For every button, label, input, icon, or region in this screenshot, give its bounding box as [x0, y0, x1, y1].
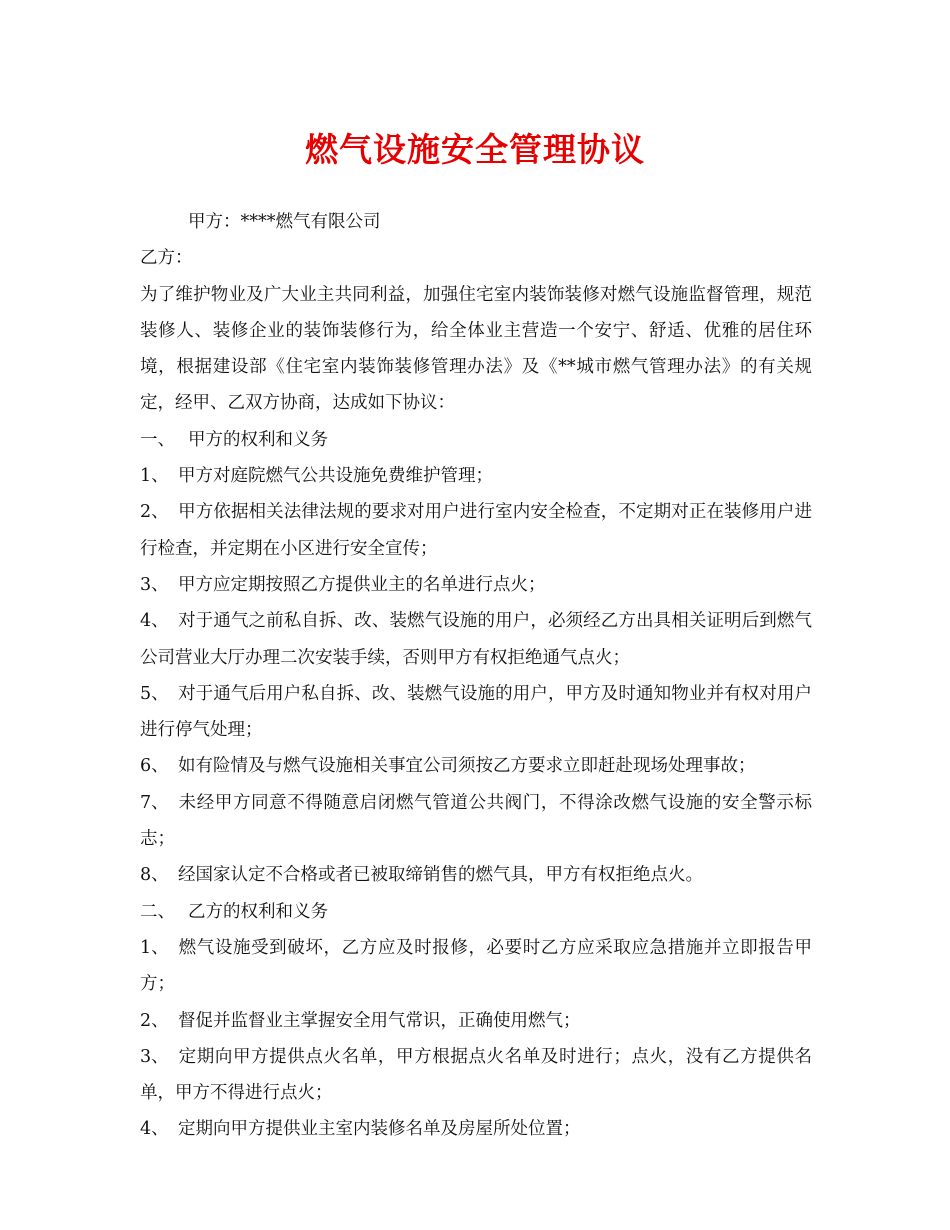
clause-text: 甲方对庭院燃气公共设施免费维护管理；: [178, 466, 493, 487]
party-b-line: 乙方：: [140, 248, 193, 269]
clause-item: [140, 857, 812, 893]
clause-text: 定期向甲方提供业主室内装修名单及房屋所处位置；: [178, 1119, 581, 1140]
clause-text: 未经甲方同意不得随意启闭燃气管道公共阀门，不得涂改燃气设施的安全警示标志；: [140, 792, 812, 850]
section-heading: [140, 422, 812, 458]
clause-item: [140, 1003, 812, 1039]
clause-item: [140, 458, 812, 494]
clause-number: 5、: [140, 683, 169, 704]
clause-text: 如有险情及与燃气设施相关事宜公司须按乙方要求立即赶赴现场处理事故；: [178, 756, 756, 777]
clause-text: 燃气设施受到破坏，乙方应及时报修，必要时乙方应采取应急措施并立即报告甲方；: [140, 937, 812, 995]
section-heading-text: 乙方的权利和义务: [188, 901, 328, 922]
clause-number: 7、: [140, 792, 169, 813]
preamble-paragraph: 为了维护物业及广大业主共同利益，加强住宅室内装饰装修对燃气设施监督管理，规范装修人、装修企业的装饰装修行为，给全体业主营造一个安宁、舒适、优雅的居住环境，根据建设部《住宅室内装饰装修管理办法》及《**城市燃气管理办法》的有关规定，经甲、乙双方协商，达成如下协议：: [140, 284, 812, 414]
clause-text: 督促并监督业主掌握安全用气常识，正确使用燃气；: [178, 1010, 581, 1031]
clause-item: [140, 930, 812, 1003]
clause-text: 对于通气之前私自拆、改、装燃气设施的用户，必须经乙方出具相关证明后到燃气公司营业大厅办理二次安装手续，否则甲方有权拒绝通气点火；: [140, 611, 812, 668]
party-a-line: 甲方：****燃气有限公司: [188, 212, 381, 232]
document-body: [140, 204, 812, 1148]
clause-item: [140, 676, 812, 749]
clause-text: 甲方应定期按照乙方提供业主的名单进行点火；: [178, 574, 546, 595]
section-number: 一、: [140, 429, 175, 450]
section-heading: [140, 894, 812, 930]
clause-text: 对于通气后用户私自拆、改、装燃气设施的用户，甲方及时通知物业并有权对用户进行停气处理；: [140, 683, 812, 741]
clause-number: 8、: [140, 865, 169, 886]
clause-item: [140, 603, 812, 676]
document-title: 燃气设施安全管理协议: [305, 130, 645, 169]
section-number: 二、: [140, 901, 175, 922]
clause-item: [140, 494, 812, 567]
clause-item: [140, 785, 812, 858]
clause-number: 4、: [140, 611, 169, 632]
clause-number: 6、: [140, 756, 169, 777]
section-heading-text: 甲方的权利和义务: [188, 429, 328, 450]
clause-item: [140, 748, 812, 784]
clause-number: 2、: [140, 1010, 169, 1031]
clause-number: 3、: [140, 1046, 169, 1067]
clause-number: 1、: [140, 937, 169, 958]
clause-item: [140, 1111, 812, 1147]
clause-item: [140, 1039, 812, 1112]
clause-number: 4、: [140, 1119, 169, 1140]
clause-number: 1、: [140, 466, 169, 487]
clause-text: 甲方依据相关法律法规的要求对用户进行室内安全检查，不定期对正在装修用户进行检查，并定期在小区进行安全宣传；: [140, 502, 812, 559]
clause-item: [140, 567, 812, 603]
clause-number: 2、: [140, 502, 169, 523]
clause-text: 定期向甲方提供点火名单，甲方根据点火名单及时进行；点火，没有乙方提供名单，甲方不得进行点火；: [140, 1046, 812, 1104]
clause-number: 3、: [140, 574, 169, 595]
clause-text: 经国家认定不合格或者已被取缔销售的燃气具，甲方有权拒绝点火。: [178, 865, 703, 886]
